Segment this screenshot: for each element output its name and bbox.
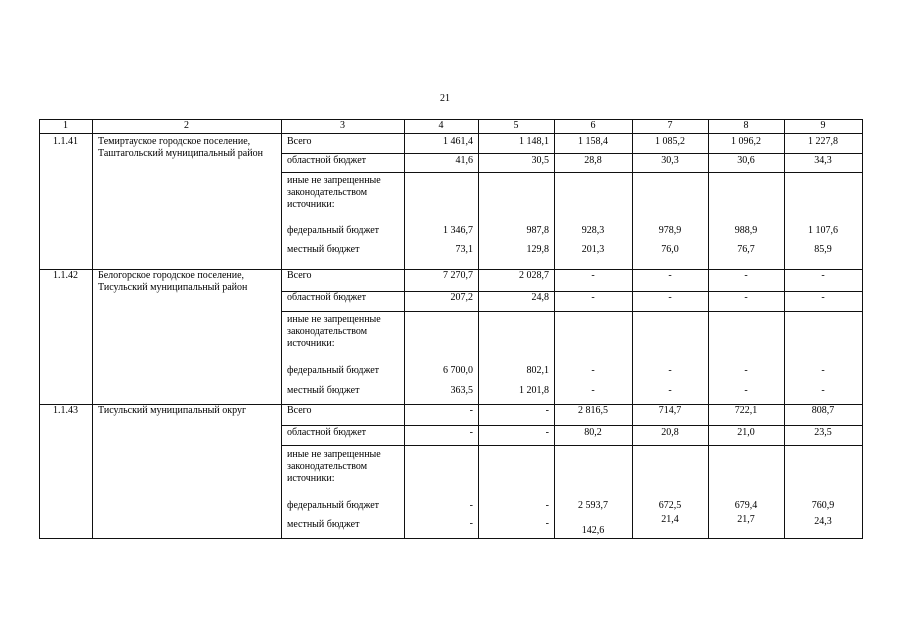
label-other-sources-line: иные не запрещенные <box>287 314 381 325</box>
value-total-col7: - <box>668 270 672 281</box>
header-col-3: 3 <box>340 120 345 131</box>
value-total-col4: - <box>469 405 473 416</box>
label-local: местный бюджет <box>287 519 360 530</box>
label-other-sources-line: иные не запрещенные <box>287 175 381 186</box>
value-total-col9: - <box>821 270 825 281</box>
municipality-name-line: Тисульский муниципальный район <box>98 282 248 293</box>
value-federal-col9: 760,9 <box>811 500 835 511</box>
value-federal-col8: 988,9 <box>734 225 758 236</box>
value-regional-col5: 24,8 <box>531 292 549 303</box>
value-federal-col9: - <box>821 365 825 376</box>
header-col-7: 7 <box>667 120 673 131</box>
municipality-name-line: Таштагольский муниципальный район <box>98 148 263 159</box>
value-regional-col9: 34,3 <box>814 155 832 166</box>
label-local: местный бюджет <box>287 385 360 396</box>
value-federal-col7: 978,9 <box>658 225 682 236</box>
value-regional-col5: 30,5 <box>531 155 549 166</box>
header-col-8: 8 <box>743 120 749 131</box>
value-local-col9: - <box>821 385 825 396</box>
value-total-col7: 1 085,2 <box>655 136 685 147</box>
value-regional-col7: 30,3 <box>661 155 679 166</box>
value-federal-col8: - <box>744 365 748 376</box>
row-number: 1.1.43 <box>53 405 78 416</box>
value-local-col4: 73,1 <box>455 244 473 255</box>
label-other-sources-line: законодательством <box>287 187 368 198</box>
row-number: 1.1.42 <box>53 270 78 281</box>
value-federal-col6: 928,3 <box>581 225 605 236</box>
value-federal-col4: - <box>469 500 473 511</box>
value-federal-col5: 802,1 <box>526 365 549 376</box>
value-regional-col8: - <box>744 292 748 303</box>
value-local-col6: 201,3 <box>581 244 605 255</box>
value-regional-col6: - <box>591 292 595 303</box>
value-local-col9: 85,9 <box>814 244 832 255</box>
label-federal: федеральный бюджет <box>287 225 380 236</box>
value-total-col4: 7 270,7 <box>443 270 473 281</box>
value-total-col6: 2 816,5 <box>578 405 608 416</box>
value-local-col5: 1 201,8 <box>519 385 549 396</box>
value-total-col9: 808,7 <box>811 405 835 416</box>
page-number: 21 <box>440 93 450 104</box>
value-regional-col7: 20,8 <box>661 427 679 438</box>
value-local-col8: 76,7 <box>737 244 755 255</box>
value-regional-col7: - <box>668 292 672 303</box>
value-total-col5: 1 148,1 <box>519 136 549 147</box>
municipality-name-line: Темиртауское городское поселение, <box>98 136 251 147</box>
value-total-col5: 2 028,7 <box>519 270 549 281</box>
value-local-col7: - <box>668 385 672 396</box>
label-other-sources-line: иные не запрещенные <box>287 449 381 460</box>
label-other-sources-line: источники: <box>287 199 335 210</box>
header-col-9: 9 <box>820 120 826 131</box>
value-regional-col4: 207,2 <box>450 292 473 303</box>
header-col-4: 4 <box>438 120 444 131</box>
value-total-col4: 1 461,4 <box>443 136 473 147</box>
value-total-col8: - <box>744 270 748 281</box>
value-local-col4: 363,5 <box>450 385 473 396</box>
value-federal-col7: 672,5 <box>658 500 682 511</box>
value-regional-col8: 30,6 <box>737 155 755 166</box>
value-regional-col9: 23,5 <box>814 427 832 438</box>
label-total: Всего <box>287 270 312 281</box>
value-total-col8: 1 096,2 <box>731 136 761 147</box>
value-local-col9: 24,3 <box>814 516 832 527</box>
value-regional-col5: - <box>545 427 549 438</box>
value-local-col5: - <box>545 518 549 529</box>
value-regional-col4: - <box>469 427 473 438</box>
value-regional-col6: 80,2 <box>584 427 602 438</box>
value-federal-col4: 1 346,7 <box>443 225 473 236</box>
value-federal-col7: - <box>668 365 672 376</box>
value-federal-col9: 1 107,6 <box>808 225 838 236</box>
value-local-col7: 76,0 <box>661 244 679 255</box>
label-total: Всего <box>287 405 312 416</box>
label-other-sources-line: источники: <box>287 338 335 349</box>
municipality-name-line: Белогорское городское поселение, <box>98 270 245 281</box>
value-total-col6: 1 158,4 <box>578 136 608 147</box>
value-local-col8: 21,7 <box>737 514 755 525</box>
value-federal-col6: 2 593,7 <box>578 500 608 511</box>
label-regional: областной бюджет <box>287 427 367 438</box>
value-federal-col5: - <box>545 500 549 511</box>
row-number: 1.1.41 <box>53 136 78 147</box>
header-col-6: 6 <box>590 120 596 131</box>
value-regional-col4: 41,6 <box>455 155 473 166</box>
value-regional-col8: 21,0 <box>737 427 755 438</box>
value-total-col5: - <box>545 405 549 416</box>
value-federal-col5: 987,8 <box>526 225 549 236</box>
header-col-2: 2 <box>184 120 189 131</box>
value-regional-col6: 28,8 <box>584 155 602 166</box>
value-total-col7: 714,7 <box>658 405 682 416</box>
label-local: местный бюджет <box>287 244 360 255</box>
value-federal-col6: - <box>591 365 595 376</box>
header-col-1: 1 <box>63 120 68 131</box>
label-other-sources-line: законодательством <box>287 461 368 472</box>
value-local-col5: 129,8 <box>526 244 549 255</box>
value-local-col6: - <box>591 385 595 396</box>
value-local-col4: - <box>469 518 473 529</box>
value-total-col9: 1 227,8 <box>808 136 838 147</box>
value-total-col6: - <box>591 270 595 281</box>
municipality-name-line: Тисульский муниципальный округ <box>98 405 247 416</box>
value-total-col8: 722,1 <box>734 405 758 416</box>
value-federal-col8: 679,4 <box>734 500 758 511</box>
label-total: Всего <box>287 136 312 147</box>
label-other-sources-line: источники: <box>287 473 335 484</box>
value-local-col7: 21,4 <box>661 514 679 525</box>
value-federal-col4: 6 700,0 <box>443 365 473 376</box>
label-other-sources-line: законодательством <box>287 326 368 337</box>
label-federal: федеральный бюджет <box>287 500 380 511</box>
label-federal: федеральный бюджет <box>287 365 380 376</box>
header-col-5: 5 <box>513 120 519 131</box>
label-regional: областной бюджет <box>287 292 367 303</box>
value-local-col6: 142,6 <box>581 525 605 536</box>
value-local-col8: - <box>744 385 748 396</box>
label-regional: областной бюджет <box>287 155 367 166</box>
value-regional-col9: - <box>821 292 825 303</box>
